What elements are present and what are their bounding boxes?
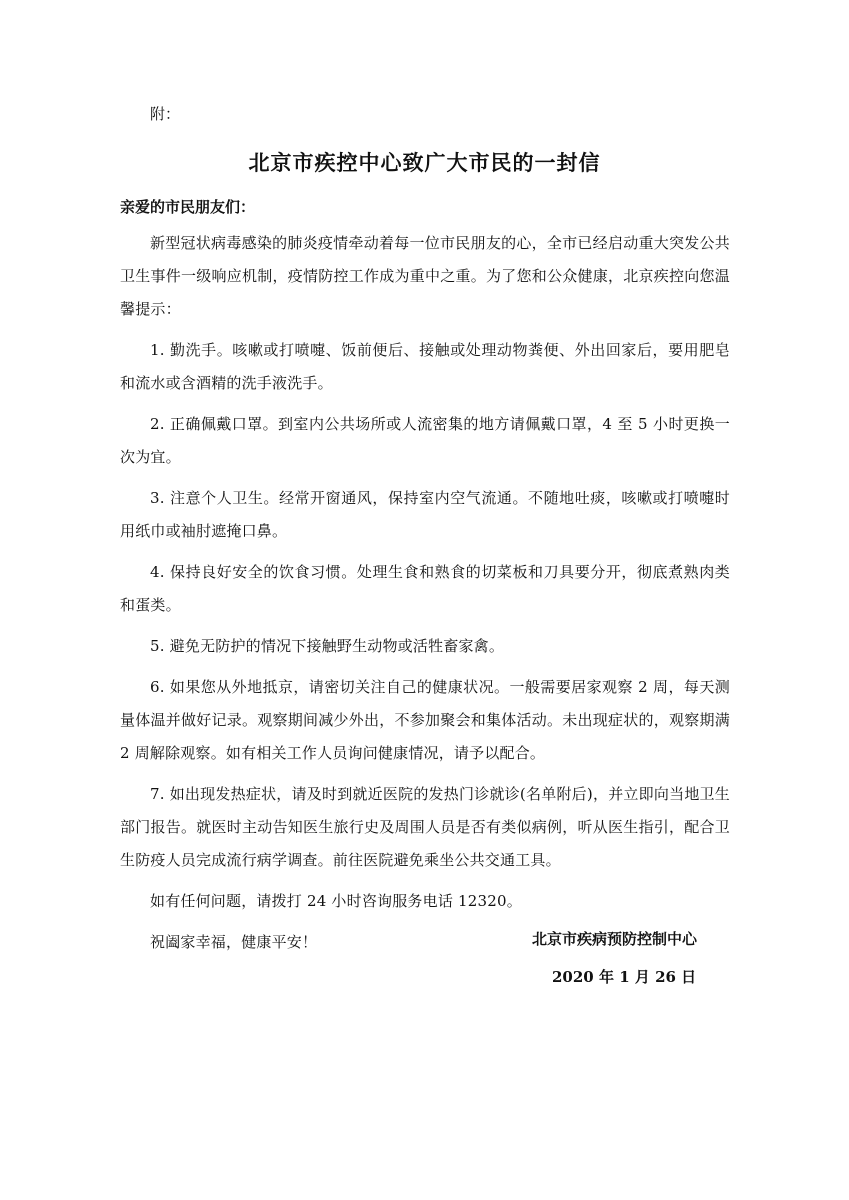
greeting: 亲爱的市民朋友们： <box>120 198 256 216</box>
attachment-label: 附： <box>150 105 181 123</box>
tip-7: 7. 如出现发热症状，请及时到就近医院的发热门诊就诊(名单附后)，并立即向当地卫生部门报告。就医时主动告知医生旅行史及周围人员是否有类似病例，听从医生指引，配合卫生防疫人员完成流行病学调查。前往医院避免乘坐公共交通工具。 <box>120 785 730 869</box>
tip-6: 6. 如果您从外地抵京，请密切关注自己的健康状况。一般需要居家观察 2 周，每天测量体温并做好记录。观察期间减少外出，不参加聚会和集体活动。未出现症状的，观察期满 2 周解除观察。如有相关工作人员询问健康情况，请予以配合。 <box>120 678 730 762</box>
signature-date: 2020 年 1 月 26 日 <box>552 968 697 986</box>
letter-title: 北京市疾控中心致广大市民的一封信 <box>248 150 601 175</box>
tip-1: 1. 勤洗手。咳嗽或打喷嚏、饭前便后、接触或处理动物粪便、外出回家后，要用肥皂和流水或含酒精的洗手液洗手。 <box>120 341 730 392</box>
closing-wish: 祝阖家幸福，健康平安！ <box>150 933 318 951</box>
signature-organization: 北京市疾病预防控制中心 <box>532 930 698 948</box>
intro-paragraph: 新型冠状病毒感染的肺炎疫情牵动着每一位市民朋友的心，全市已经启动重大突发公共卫生事件一级响应机制，疫情防控工作成为重中之重。为了您和公众健康，北京疾控向您温馨提示： <box>120 234 730 318</box>
tip-3: 3. 注意个人卫生。经常开窗通风，保持室内空气流通。不随地吐痰，咳嗽或打喷嚏时用纸巾或袖肘遮掩口鼻。 <box>120 489 730 540</box>
letter-body <box>120 227 730 967</box>
tip-5: 5. 避免无防护的情况下接触野生动物或活牲畜家禽。 <box>150 637 505 655</box>
tip-2: 2. 正确佩戴口罩。到室内公共场所或人流密集的地方请佩戴口罩，4 至 5 小时更换一次为宜。 <box>120 415 730 466</box>
hotline-note: 如有任何问题，请拨打 24 小时咨询服务电话 12320。 <box>150 892 522 910</box>
tip-4: 4. 保持良好安全的饮食习惯。处理生食和熟食的切菜板和刀具要分开，彻底煮熟肉类和蛋类。 <box>120 563 730 614</box>
